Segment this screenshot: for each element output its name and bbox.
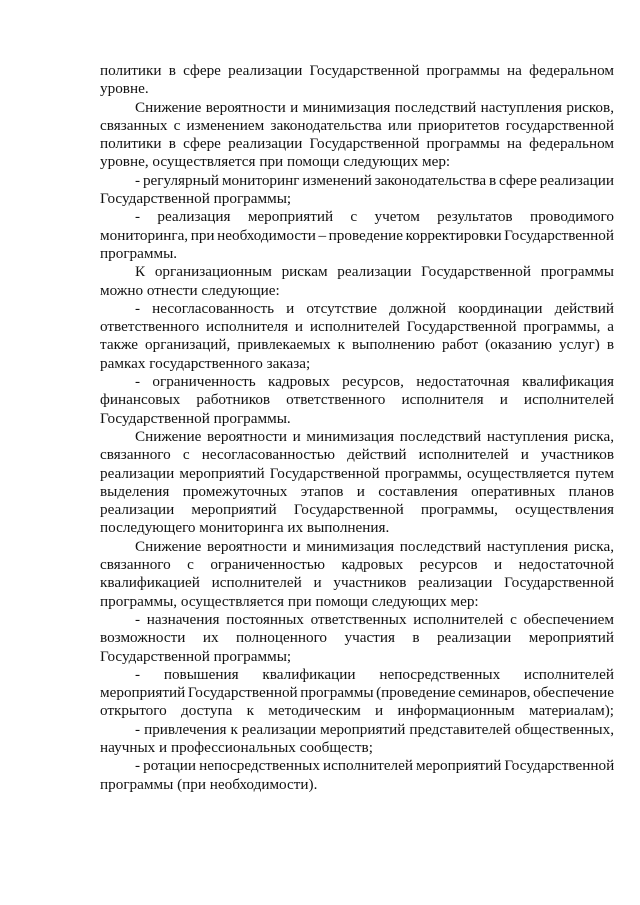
text-line: мероприятий Государственной программы (проведение семинаров, обеспечение — [100, 684, 614, 702]
text-line: связанного с ограниченностью кадровых ресурсов и недостаточной — [100, 556, 614, 574]
text-line: - несогласованность и отсутствие должной координации действий — [135, 299, 614, 317]
text-line: уровне. — [100, 80, 149, 98]
text-line: Снижение вероятности и минимизация последствий наступления риска, — [135, 427, 614, 445]
text-line: рамках государственного заказа; — [100, 354, 311, 372]
text-line: - повышения квалификации непосредственных исполнителей — [135, 665, 614, 683]
text-line: мониторинга, при необходимости – проведение корректировки Государственной — [100, 226, 614, 244]
text-line: Государственной программы; — [100, 647, 292, 665]
text-line: последующего мониторинга их выполнения. — [100, 519, 390, 537]
text-line: Государственной программы. — [100, 409, 291, 427]
text-line: - ротации непосредственных исполнителей мероприятий Государственной — [135, 757, 615, 775]
text-line: - привлечения к реализации мероприятий представителей общественных, — [135, 720, 614, 738]
text-line: связанного с несогласованностью действий исполнителей и участников — [100, 446, 614, 464]
text-line: выделения промежуточных этапов и составления оперативных планов — [100, 482, 614, 500]
text-line: можно отнести следующие: — [100, 281, 280, 299]
text-line: - назначения постоянных ответственных исполнителей с обеспечением — [135, 610, 614, 628]
text-line: возможности их полноценного участия в реализации мероприятий — [100, 629, 614, 647]
text-line: - реализация мероприятий с учетом результатов проводимого — [135, 208, 614, 226]
text-line: также организаций, привлекаемых к выполнению работ (оказанию услуг) в — [100, 336, 614, 354]
text-line: политики в сфере реализации Государственной программы на федеральном — [100, 135, 614, 153]
text-line: программы. — [100, 244, 178, 262]
text-line: программы (при необходимости). — [100, 775, 318, 793]
text-line: финансовых работников ответственного исполнителя и исполнителей — [100, 391, 614, 409]
text-line: уровне, осуществляется при помощи следующих мер: — [100, 153, 451, 171]
text-line: Снижение вероятности и минимизация последствий наступления риска, — [135, 537, 614, 555]
text-line: ответственного исполнителя и исполнителей Государственной программы, а — [100, 318, 614, 336]
text-line: связанных с изменением законодательства или приоритетов государственной — [100, 116, 614, 134]
text-line: квалификацией исполнителей и участников реализации Государственной — [100, 574, 614, 592]
text-line: Снижение вероятности и минимизация последствий наступления рисков, — [135, 98, 614, 116]
text-line: открытого доступа к методическим и информационным материалам); — [100, 702, 614, 720]
text-line: - ограниченность кадровых ресурсов, недостаточная квалификация — [135, 373, 614, 391]
text-line: реализации мероприятий Государственной программы, осуществляется путем — [100, 464, 614, 482]
document-body — [100, 62, 614, 794]
text-line: реализации мероприятий Государственной программы, осуществления — [100, 501, 614, 519]
text-line: К организационным рискам реализации Государственной программы — [135, 263, 614, 281]
text-line: Государственной программы; — [100, 190, 292, 208]
text-line: - регулярный мониторинг изменений законодательства в сфере реализации — [135, 171, 614, 189]
text-line: программы, осуществляется при помощи следующих мер: — [100, 592, 479, 610]
text-line: политики в сфере реализации Государственной программы на федеральном — [100, 62, 614, 79]
text-line: научных и профессиональных сообществ; — [100, 738, 373, 756]
